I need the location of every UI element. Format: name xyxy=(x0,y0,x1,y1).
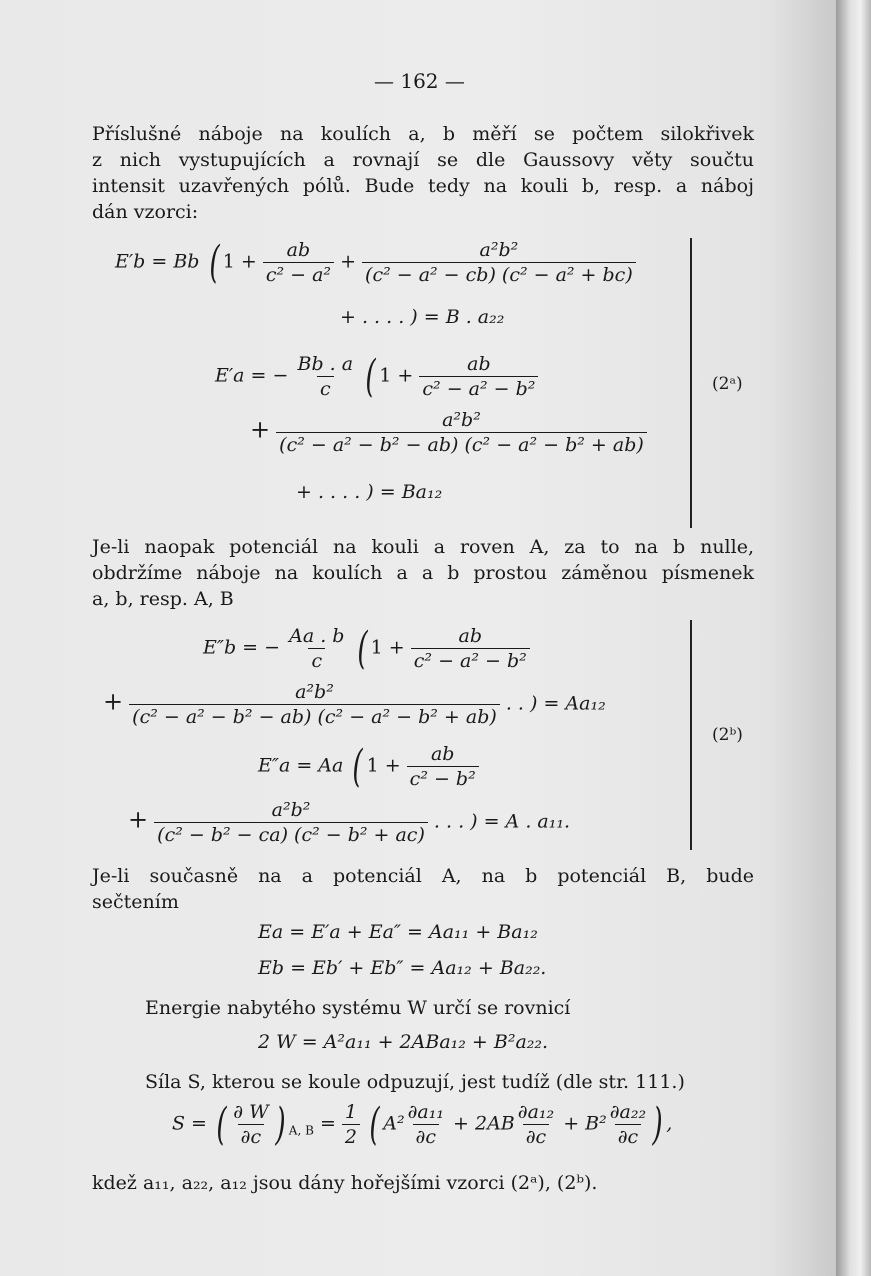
frac-den: c² − a² − b² xyxy=(411,648,530,673)
text-line: z nich vystupujících a rovnají se dle Gaussovy věty součtu xyxy=(92,149,754,171)
eq-term: 1 + xyxy=(370,636,405,659)
equation-sum-b: Eb = Eb′ + Eb″ = Aa₁₂ + Ba₂₂. xyxy=(258,957,547,979)
frac-den: (c² − b² − ca) (c² − b² + ac) xyxy=(154,822,428,847)
text-line: a, b, resp. A, B xyxy=(92,588,234,610)
equation-ea-second-term xyxy=(250,408,647,457)
paragraph-closing: kdež a₁₁, a₂₂, a₁₂ jsou dány hořejšími vzorci (2ᵃ), (2ᵇ). xyxy=(92,1172,598,1194)
text-line: dán vzorci: xyxy=(92,201,199,223)
frac-den: (c² − a² − b² − ab) (c² − a² − b² + ab) xyxy=(129,704,500,729)
frac-den: (c² − a² − cb) (c² − a² + bc) xyxy=(362,262,636,287)
paren-close: ) xyxy=(652,1098,663,1150)
frac-num: ∂a₁₁ xyxy=(407,1101,444,1123)
frac-num: ab xyxy=(458,625,483,647)
eq-lhs: E′b = Bb xyxy=(115,250,200,273)
eq-lhs: S = xyxy=(172,1112,207,1135)
frac-num: ab xyxy=(430,743,455,765)
eq-term: 1 + xyxy=(379,364,414,387)
fraction xyxy=(286,624,347,673)
text-line: Příslušné náboje na koulích a, b měří se počtem silokřivek xyxy=(92,123,754,145)
eq-op: + xyxy=(128,805,149,834)
frac-num: ∂ W xyxy=(233,1101,269,1123)
eq-term: + B² xyxy=(563,1112,607,1135)
fraction xyxy=(607,1100,649,1149)
paragraph-superposition xyxy=(92,863,754,915)
eq-term: + 2AB xyxy=(453,1112,515,1135)
page-binding-edge xyxy=(836,0,871,1276)
brace-2a xyxy=(690,238,692,528)
paren-open: ( xyxy=(352,740,364,792)
paren-open: ( xyxy=(369,1098,380,1150)
brace-2b xyxy=(690,620,692,850)
equation-e2-b-second-term xyxy=(103,680,606,729)
equation-e2-a xyxy=(258,742,479,791)
equation-ea-prime xyxy=(215,352,538,401)
fraction xyxy=(515,1100,557,1149)
eq-term: A² xyxy=(383,1112,405,1135)
frac-den: c xyxy=(317,376,334,401)
frac-num: ∂a₂₂ xyxy=(609,1101,647,1123)
frac-num: ∂a₁₂ xyxy=(517,1101,555,1123)
frac-den: (c² − a² − b² − ab) (c² − a² − b² + ab) xyxy=(276,432,647,457)
paragraph-force: Síla S, kterou se koule odpuzují, jest tudíž (dle str. 111.) xyxy=(145,1071,685,1093)
eq-op: + xyxy=(250,415,271,444)
frac-den: ∂c xyxy=(615,1124,641,1149)
frac-num: ab xyxy=(286,239,311,261)
frac-den: c² − b² xyxy=(407,766,479,791)
fraction xyxy=(263,238,334,287)
frac-num: a²b² xyxy=(479,239,519,261)
page-number: — 162 — xyxy=(374,69,465,93)
eq-term: 1 + xyxy=(366,754,401,777)
fraction xyxy=(407,742,479,791)
eq-op: + xyxy=(103,687,124,716)
frac-num: a²b² xyxy=(442,409,481,431)
frac-num: Bb . a xyxy=(297,353,354,375)
eq-op: = xyxy=(319,1112,336,1135)
equation-label-2b: (2ᵇ) xyxy=(712,725,743,745)
paragraph-swap xyxy=(92,534,754,612)
fraction xyxy=(362,238,636,287)
fraction xyxy=(419,352,538,401)
equation-e2-b xyxy=(203,624,530,673)
fraction xyxy=(405,1100,447,1149)
paragraph-energy: Energie nabytého systému W určí se rovnicí xyxy=(145,997,571,1019)
frac-den: c² − a² − b² xyxy=(419,376,538,401)
equation-eb-prime xyxy=(115,238,636,287)
eq-tail: . . ) = Aa₁₂ xyxy=(505,692,606,715)
eq-subscript: A, B xyxy=(288,1123,314,1138)
fraction xyxy=(129,680,500,729)
equation-label-2a: (2ᵃ) xyxy=(712,374,743,394)
frac-den: c² − a² xyxy=(263,262,334,287)
equation-force xyxy=(172,1100,672,1149)
frac-num: a²b² xyxy=(271,799,311,821)
fraction xyxy=(276,408,647,457)
frac-num: ab xyxy=(467,353,491,375)
paren-open: ( xyxy=(356,622,368,674)
fraction xyxy=(154,798,428,847)
text-line: obdržíme náboje na koulích a a b prostou záměnou písmenek xyxy=(92,562,754,584)
equation-e2-a-second-term xyxy=(128,798,570,847)
paren-open: ( xyxy=(216,1098,227,1150)
frac-den: 2 xyxy=(342,1124,360,1149)
eq-tail: . . . ) = A . a₁₁. xyxy=(433,810,570,833)
frac-num: a²b² xyxy=(295,681,334,703)
paren-open: ( xyxy=(208,236,220,288)
frac-den: ∂c xyxy=(523,1124,549,1149)
paren-open: ( xyxy=(365,350,376,402)
equation-sum-a: Ea = E′a + Ea″ = Aa₁₁ + Ba₁₂ xyxy=(258,921,538,943)
eq-lhs: E″b = − xyxy=(203,636,281,659)
eq-lhs: E′a = − xyxy=(215,364,289,387)
frac-num: 1 xyxy=(344,1101,358,1123)
equation-eb-tail: + . . . . ) = B . a₂₂ xyxy=(340,306,505,328)
frac-den: ∂c xyxy=(238,1124,264,1149)
eq-term: 1 + xyxy=(222,250,257,273)
text-line: sečtením xyxy=(92,891,179,913)
fraction xyxy=(294,352,356,401)
equation-ea-tail: + . . . . ) = Ba₁₂ xyxy=(296,481,443,503)
eq-term: , xyxy=(666,1112,673,1135)
fraction xyxy=(230,1100,271,1149)
frac-den: c xyxy=(308,648,325,673)
frac-den: ∂c xyxy=(413,1124,439,1149)
equation-energy: 2 W = A²a₁₁ + 2ABa₁₂ + B²a₂₂. xyxy=(258,1031,549,1053)
text-line: Je-li naopak potenciál na kouli a roven A, za to na b nulle, xyxy=(92,536,754,558)
paren-close: ) xyxy=(275,1098,286,1150)
eq-op: + xyxy=(340,250,356,273)
eq-lhs: E″a = Aa xyxy=(258,754,344,777)
fraction xyxy=(411,624,530,673)
fraction xyxy=(342,1100,360,1149)
text-line: intensit uzavřených pólů. Bude tedy na kouli b, resp. a náboj xyxy=(92,175,754,197)
text-line: Je-li současně na a potenciál A, na b potenciál B, bude xyxy=(92,865,754,887)
paragraph-intro xyxy=(92,121,754,225)
frac-num: Aa . b xyxy=(289,625,345,647)
